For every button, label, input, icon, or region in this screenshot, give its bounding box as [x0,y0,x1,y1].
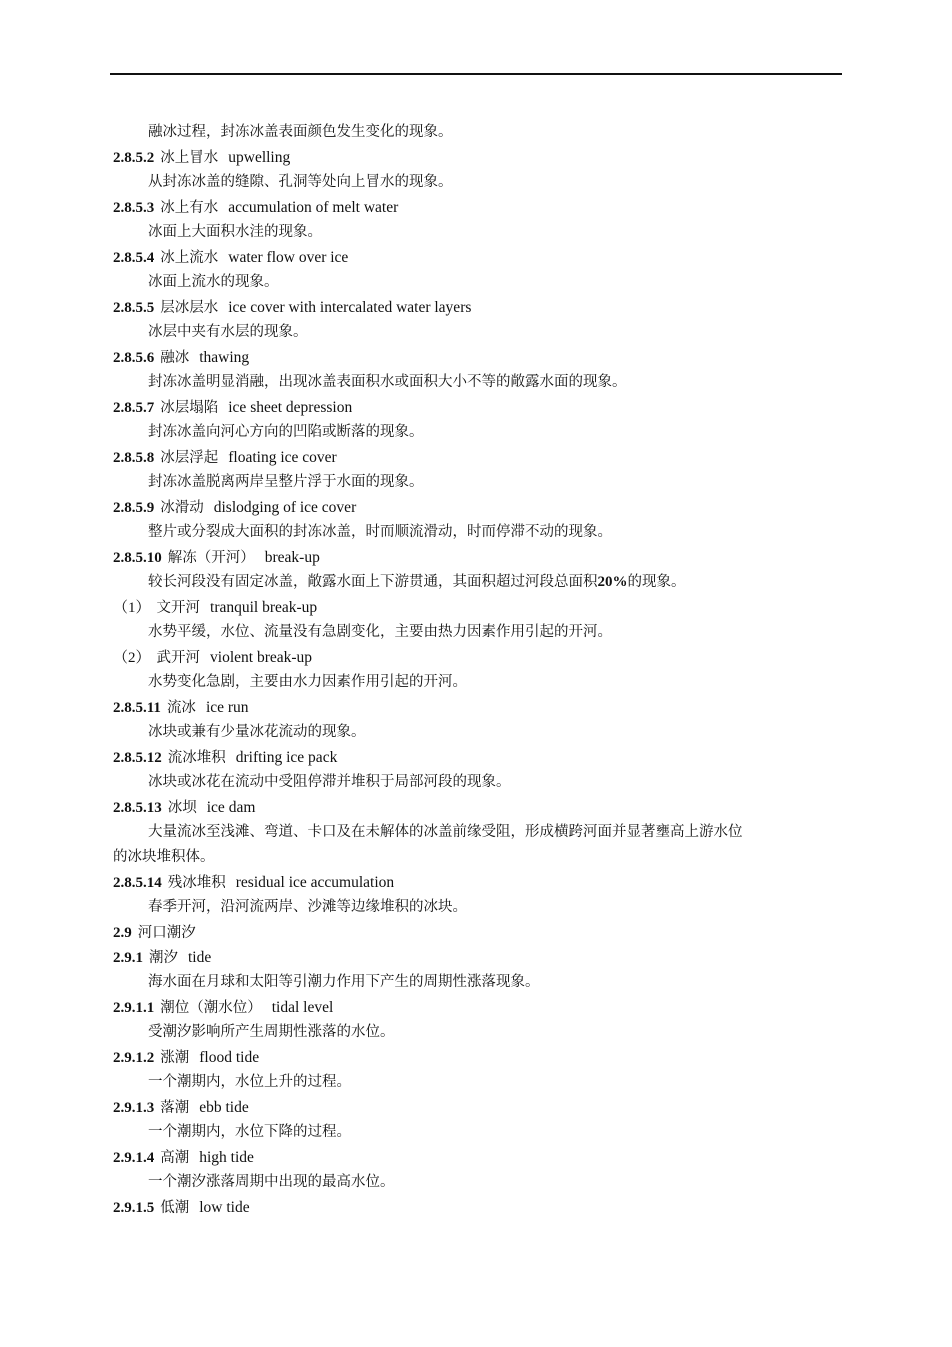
definition-body: 冰层中夹有水层的现象。 [148,324,308,340]
definition-text [113,1020,843,1045]
definition-body: 冰块或兼有少量冰花流动的现象。 [148,724,366,740]
definition-body: 冰块或冰花在流动中受阻停滞并堆积于局部河段的现象。 [148,774,511,790]
term-heading [113,870,843,895]
definition-body: 春季开河，沿河流两岸、沙滩等边缘堆积的冰块。 [148,899,467,915]
definition-body: 整片或分裂成大面积的封冻冰盖，时而顺流滑动，时而停滞不动的现象。 [148,524,612,540]
term-chinese: 低潮 [160,1200,190,1216]
term-number: 2.9.1.3 [113,1100,155,1116]
sub-term-heading [113,645,843,670]
term-chinese: 潮汐 [149,950,178,966]
sub-term-number: （1） [113,600,151,616]
definition-text [113,370,843,395]
term-number: 2.9.1.1 [113,1000,155,1016]
definition-text [113,1170,843,1195]
definition-text [113,720,843,745]
term-chinese: 流冰堆积 [167,750,226,766]
term-number: 2.8.5.3 [113,200,155,216]
term-english: ebb tide [199,1099,249,1116]
header-rule [110,73,842,75]
definition-text [113,570,843,595]
term-chinese: 潮位（潮水位） [160,1000,262,1016]
definition-body: 水势平缓，水位、流量没有急剧变化，主要由热力因素作用引起的开河。 [148,624,612,640]
definition-text [113,320,843,345]
term-english: upwelling [228,149,291,166]
definition-text [113,470,843,495]
term-chinese: 冰上流水 [160,250,219,266]
term-english: ice cover with intercalated water layers [228,299,472,316]
term-number: 2.9.1 [113,950,143,966]
term-heading [113,1045,843,1070]
term-english: accumulation of melt water [228,199,399,216]
term-heading [113,245,843,270]
term-number: 2.8.5.14 [113,875,162,891]
term-chinese: 武开河 [156,650,201,666]
definition-body: 受潮汐影响所产生周期性涨落的水位。 [148,1024,395,1040]
term-heading [113,145,843,170]
definition-body: 冰面上大面积水洼的现象。 [148,224,322,240]
term-english: floating ice cover [228,449,337,466]
term-heading [113,745,843,770]
term-number: 2.8.5.12 [113,750,162,766]
term-number: 2.8.5.4 [113,250,155,266]
term-heading [113,545,843,570]
term-heading [113,920,843,945]
term-heading [113,1145,843,1170]
term-english: high tide [199,1149,254,1166]
term-english: residual ice accumulation [235,874,395,891]
term-chinese: 冰层塌陷 [160,400,219,416]
term-english: flood tide [199,1049,260,1066]
sub-term-heading [113,595,843,620]
term-number: 2.9.1.2 [113,1050,155,1066]
term-english: ice dam [206,799,256,816]
term-number: 2.8.5.7 [113,400,155,416]
term-number: 2.8.5.13 [113,800,162,816]
term-number: 2.9.1.4 [113,1150,155,1166]
term-english: tide [188,949,212,966]
definition-text [113,420,843,445]
definition-body: 融冰过程，封冻冰盖表面颜色发生变化的现象。 [148,124,453,140]
definition-text [113,1070,843,1095]
term-heading [113,445,843,470]
definition-body: 一个潮期内，水位上升的过程。 [148,1074,351,1090]
definition-text [113,520,843,545]
definition-body: 冰面上流水的现象。 [148,274,279,290]
term-english: drifting ice pack [235,749,338,766]
term-number: 2.8.5.8 [113,450,155,466]
term-heading [113,295,843,320]
term-english: tidal level [271,999,334,1016]
definition-text [113,620,843,645]
term-number: 2.8.5.5 [113,300,155,316]
definition-body: 的冰块堆积体。 [113,849,215,865]
definition-body: 较长河段没有固定冰盖，敞露水面上下游贯通，其面积超过河段总面积 [148,574,598,590]
definition-body: 海水面在月球和太阳等引潮力作用下产生的周期性涨落现象。 [148,974,540,990]
term-number: 2.8.5.6 [113,350,155,366]
term-chinese: 融冰 [160,350,190,366]
term-number: 2.9 [113,925,132,941]
definition-text [113,170,843,195]
term-chinese: 高潮 [160,1150,190,1166]
term-heading [113,1195,843,1220]
term-chinese: 河口潮汐 [137,925,196,941]
term-heading [113,945,843,970]
term-english: low tide [199,1199,250,1216]
term-english: dislodging of ice cover [213,499,357,516]
definition-body: 封冻冰盖脱离两岸呈整片浮于水面的现象。 [148,474,424,490]
definition-body: 大量流冰至浅滩、弯道、卡口及在未解体的冰盖前缘受阻，形成横跨河面并显著壅高上游水位 [148,824,743,840]
term-chinese: 冰层浮起 [160,450,219,466]
sub-term-number: （2） [113,650,151,666]
term-number: 2.8.5.11 [113,700,161,716]
percent-value: 20% [597,574,628,590]
term-heading [113,345,843,370]
definition-body: 水势变化急剧，主要由水力因素作用引起的开河。 [148,674,467,690]
definition-text [113,820,843,845]
term-heading [113,995,843,1020]
definition-text [113,670,843,695]
definition-text [113,1120,843,1145]
definition-body: 从封冻冰盖的缝隙、孔洞等处向上冒水的现象。 [148,174,453,190]
term-heading [113,1095,843,1120]
term-chinese: 涨潮 [160,1050,190,1066]
term-chinese: 冰坝 [167,800,197,816]
term-english: tranquil break-up [210,599,318,616]
definition-text [113,220,843,245]
definition-text [113,770,843,795]
term-heading [113,195,843,220]
term-chinese: 冰滑动 [160,500,204,516]
term-english: thawing [199,349,250,366]
definition-text [113,120,843,145]
term-english: ice run [205,699,249,716]
term-english: ice sheet depression [228,399,353,416]
term-chinese: 解冻（开河） [167,550,255,566]
definition-body: 一个潮汐涨落周期中出现的最高水位。 [148,1174,395,1190]
term-heading [113,495,843,520]
term-heading [113,795,843,820]
definition-body: 封冻冰盖明显消融，出现冰盖表面积水或面积大小不等的敞露水面的现象。 [148,374,627,390]
term-heading [113,395,843,420]
term-chinese: 残冰堆积 [167,875,226,891]
term-chinese: 流冰 [166,700,196,716]
term-chinese: 落潮 [160,1100,190,1116]
definition-text [113,970,843,995]
document-body [113,120,843,1220]
term-chinese: 冰上冒水 [160,150,219,166]
definition-text [113,895,843,920]
term-chinese: 文开河 [156,600,201,616]
term-number: 2.8.5.10 [113,550,162,566]
definition-body: 封冻冰盖向河心方向的凹陷或断落的现象。 [148,424,424,440]
term-number: 2.8.5.9 [113,500,155,516]
term-chinese: 层冰层水 [160,300,219,316]
term-chinese: 冰上有水 [160,200,219,216]
term-number: 2.8.5.2 [113,150,155,166]
definition-continuation [113,845,843,870]
term-number: 2.9.1.5 [113,1200,155,1216]
term-english: water flow over ice [228,249,349,266]
definition-body: 一个潮期内，水位下降的过程。 [148,1124,351,1140]
definition-tail: 的现象。 [627,574,686,590]
term-heading [113,695,843,720]
term-english: break-up [264,549,320,566]
term-english: violent break-up [210,649,313,666]
definition-text [113,270,843,295]
